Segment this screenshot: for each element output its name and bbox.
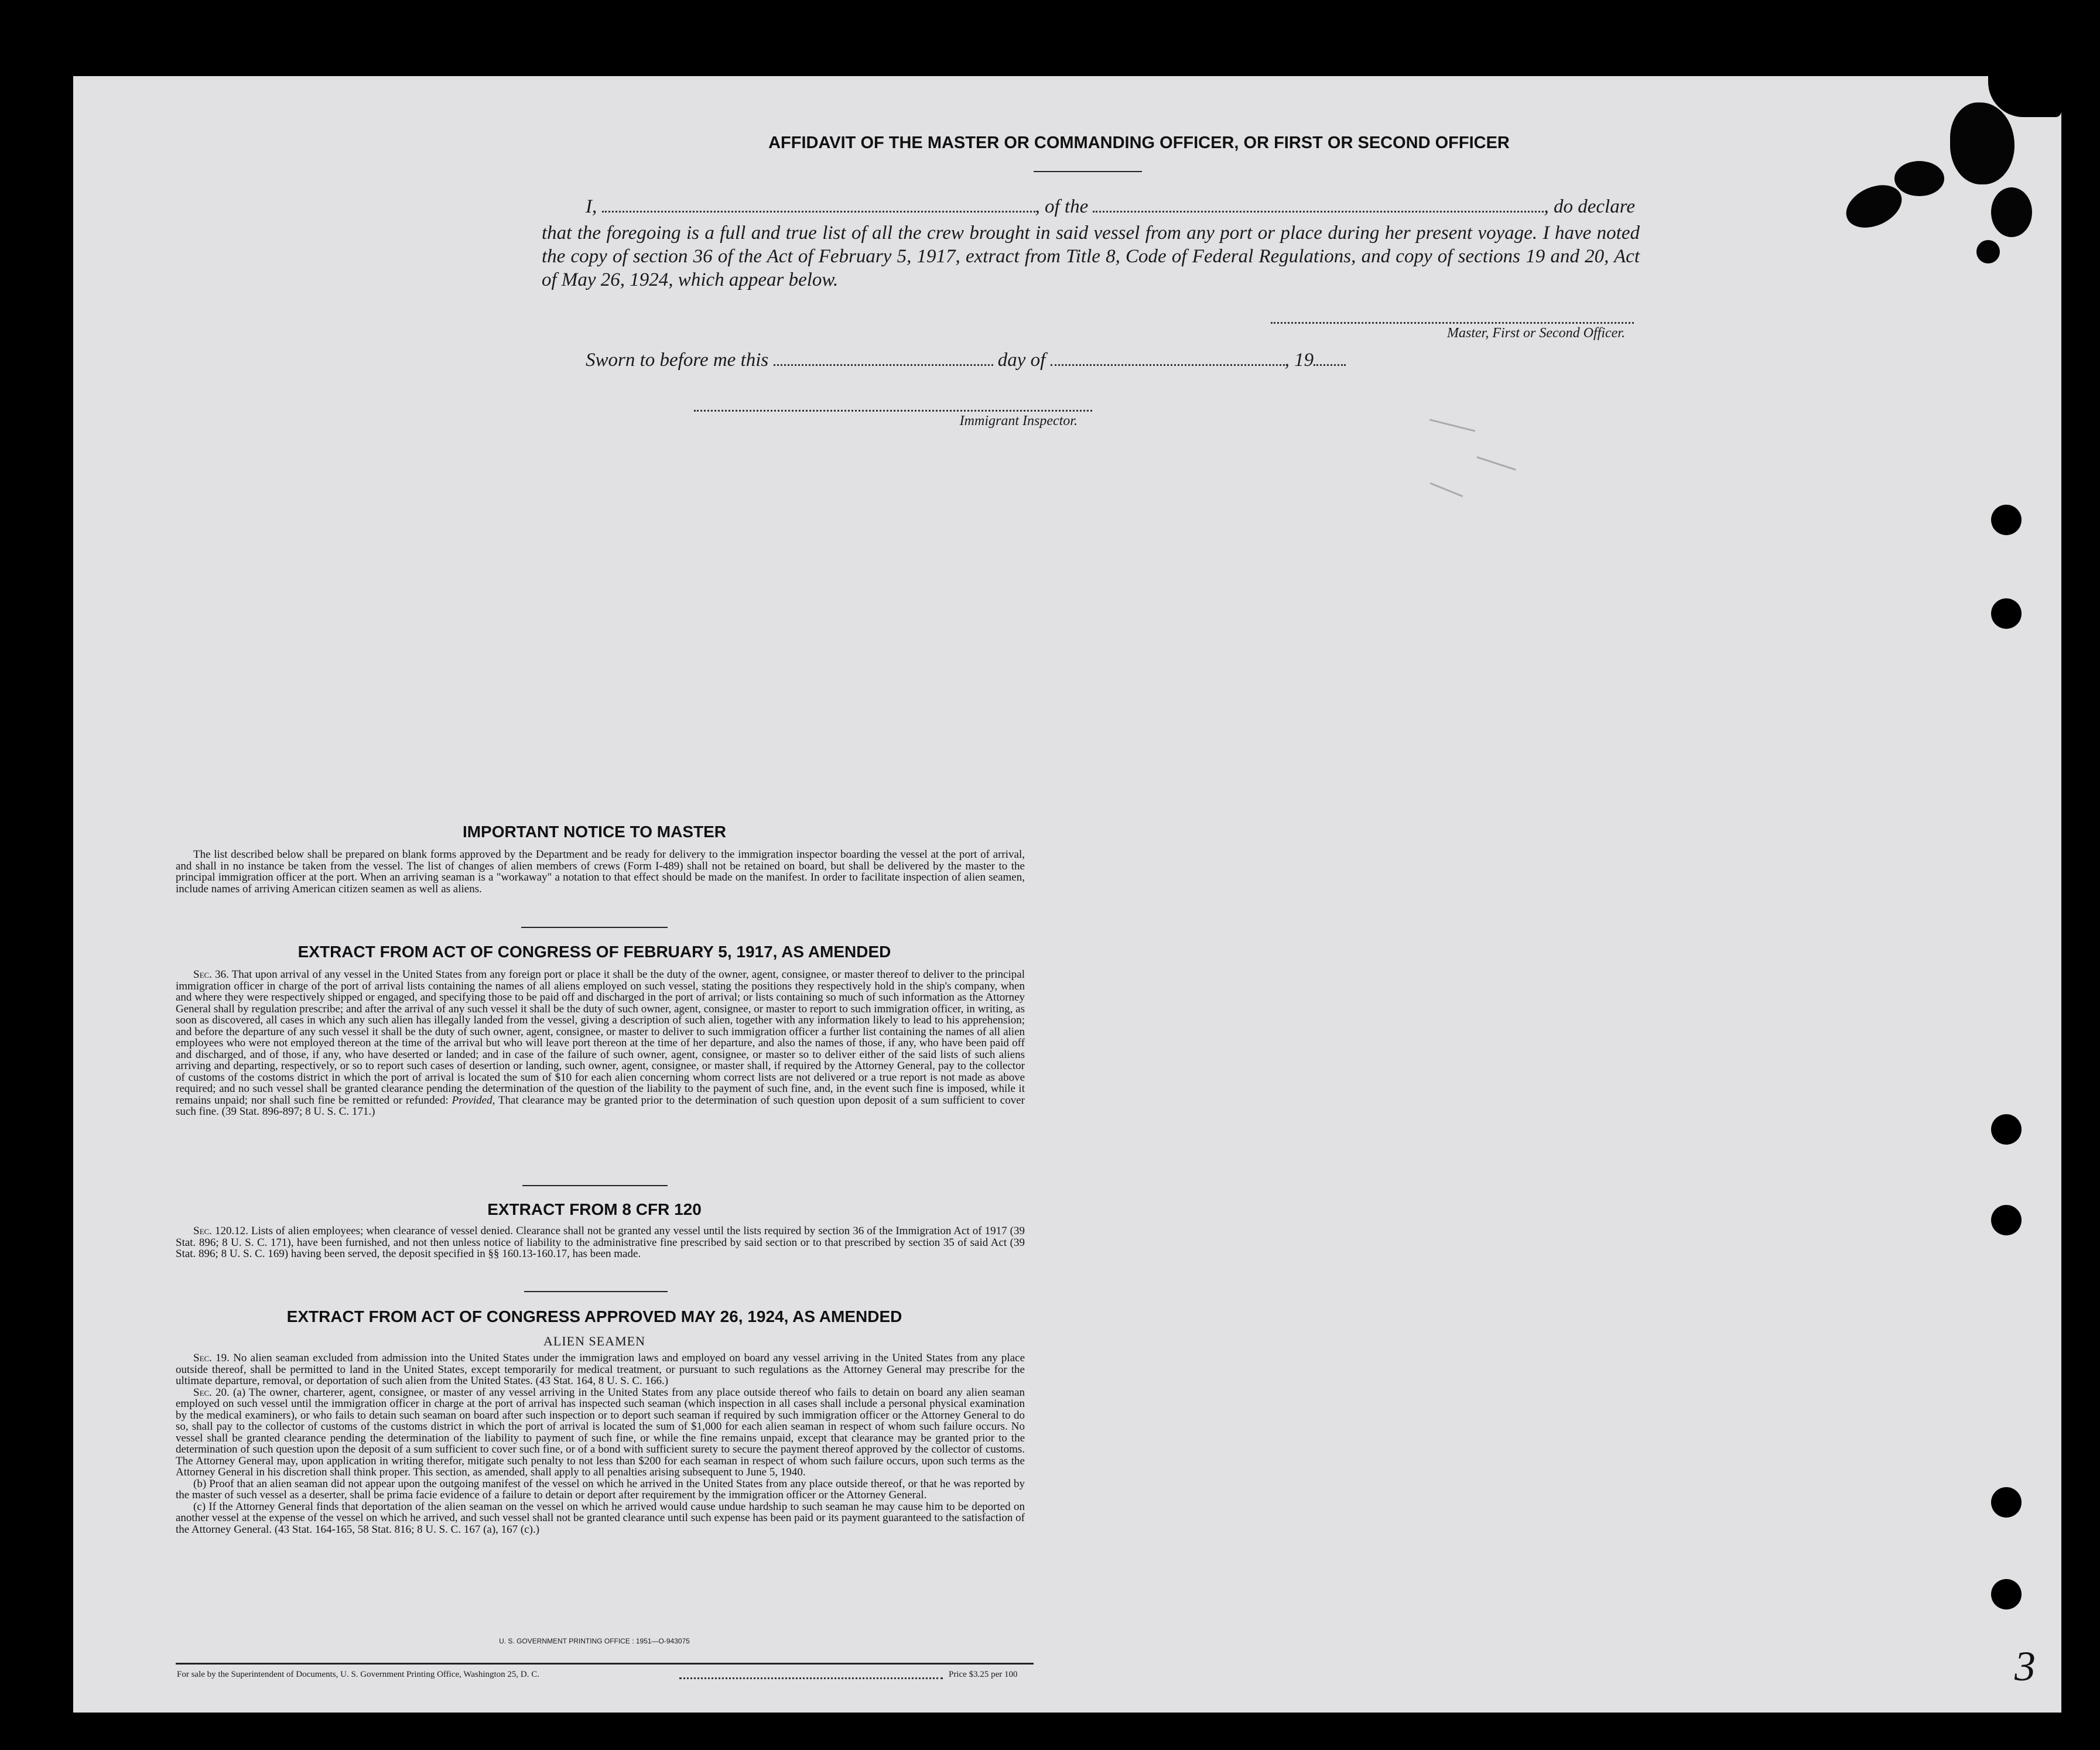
notice-text-content: The list described below shall be prepared on blank forms approved by the Department and be ready for delivery to the immigration inspector boarding the vessel at the port of arrival, and shall in no instance be taken from the vessel. The list of changes of alien members of crews (Form I-489) shall not be retained on board, but shall be delivered by the master to the principal immigration officer at the port. When an arriving seaman is a "workaway" a notation to that effect should be made on the manifest. In order to facilitate inspection of alien seamen, include names of arriving American citizen seamen as well as aliens.: [176, 848, 1025, 895]
binder-hole: [1991, 1114, 2022, 1145]
notice-title: IMPORTANT NOTICE TO MASTER: [462, 823, 727, 841]
binder-hole: [1991, 505, 2022, 535]
footer-rule: [176, 1663, 1034, 1665]
title-underline: [1034, 171, 1142, 172]
ink-blot: [1991, 187, 2032, 237]
binder-hole: [1991, 1579, 2022, 1609]
binder-hole: [1991, 598, 2022, 629]
divider: [521, 927, 668, 928]
sworn-label: Sworn to before me this: [586, 350, 769, 371]
divider: [524, 1291, 668, 1292]
ink-blot: [1976, 240, 2000, 263]
day-of-label: day of: [997, 350, 1046, 371]
master-signature-line[interactable]: [1271, 322, 1634, 324]
alien-seamen-subtitle: ALIEN SEAMEN: [543, 1334, 645, 1348]
inspector-signature-line[interactable]: [694, 410, 1092, 412]
sale-notice: For sale by the Superintendent of Documents, U. S. Government Printing Office, Washington 25, D. C.: [177, 1670, 539, 1679]
ink-blot: [1950, 102, 2015, 184]
sec-20a-paragraph: [176, 1387, 1025, 1478]
declarant-line: [586, 196, 1640, 218]
sec-20c-paragraph: (c) If the Attorney General finds that deportation of the alien seaman on the vessel on which he arrived would cause undue hardship to such seaman he may cause him to be deported on another vessel at the expense of the vessel on which he arrived, and such vessel shall not be granted clearance until such expense has been paid or its payment guaranteed to the satisfaction of the Attorney General. (43 Stat. 164-165, 58 Stat. 816; 8 U. S. C. 167 (a), 167 (c).): [176, 1500, 1025, 1536]
sec-20-label: Sec. 20.: [193, 1386, 230, 1399]
sec-36-text: That upon arrival of any vessel in the United States from any foreign port or place it shall be the duty of the owner, agent, consignee, or master thereof to deliver to the principal immigration officer in charge of the port of arrival lists containing the names of all aliens employed on such vessel, stating the positions they respectively hold in the ship's company, when and where they were respectively shipped or engaged, and specifying those to be paid off and discharged in the port of arrival; or lists containing so much of such information as the Attorney General shall by regulation prescribe; and after the arrival of any such vessel it shall be the duty of such owner, agent, consignee, or master to report to such immigration officer, in writing, as soon as discovered, all cases in which any such alien has illegally landed from the vessel, giving a description of such alien, together with any information likely to lead to his apprehension; and before the departure of any such vessel it shall be the duty of such owner, agent, consignee, or master to deliver to such immigration officer a further list containing the names of all alien employees who were not employed thereon at the time of the arrival but who will leave port thereon at the time of her departure, and also the names of those, if any, who have been paid off and discharged, and of those, if any, who have deserted or landed; and in case of the failure of such owner, agent, consignee, or master so to deliver either of the said lists of such aliens arriving and departing, respectively, or so to report such cases of desertion or landing, such owner, agent, consignee, or master shall, if required by the Attorney General, pay to the collector of customs of the costoms district in which the port of arrival is located the sum of $10 for each alien concerning whom correct lists are not delivered or a true report is not made as above required; and no such vessel shall be granted clearance pending the determination of the question of the liability to the payment of such fine, and, in the event such fine is imposed, while it remains unpaid; nor shall such fine be remitted or refunded:: [176, 968, 1025, 1107]
price: Price $3.25 per 100: [949, 1670, 1018, 1679]
year-label: , 19: [1284, 350, 1314, 371]
affidavit-title: AFFIDAVIT OF THE MASTER OR COMMANDING OFFICER, OR FIRST OR SECOND OFFICER: [768, 133, 1510, 152]
sec-19-paragraph: [176, 1352, 1025, 1387]
sec-120-text: Lists of alien employees; when clearance of vessel denied. Clearance shall not be granted any vessel until the lists required by section 36 of the Immigration Act of 1917 (39 Stat. 896; 8 U. S. C. 171), have been furnished, and not then unless notice of liability to the administrative fine prescribed by said section or to that prescribed by section 35 of said Act (39 Stat. 896; 8 U. S. C. 169) having been served, the deposit specified in §§ 160.13-160.17, has been made.: [176, 1225, 1025, 1260]
ink-blot: [1894, 161, 1944, 196]
provided-label: Provided,: [452, 1094, 495, 1107]
sec-20a-text: (a) The owner, charterer, agent, consignee, or master of any vessel arriving in the United States from any place outside thereof who fails to detain on board any alien seaman employed on such vessel until the immigration officer in charge at the port of arrival has inspected such seaman (which inspection in all cases shall include a personal physical examination by the medical examiners), or who fails to detain such seaman on board after such inspection or to deport such seaman if required by such immigration officer or the Attorney General to do so, shall pay to the collector of customs of the customs district in which the port of arrival is located the sum of $1,000 for each alien seaman in respect of whom such failure occurs. No vessel shall be granted clearance pending the determination of the liability to payment of such fine, or while the fine remains unpaid, except that clearance may be granted prior to the determination of such question upon the deposit of a sum sufficient to cover such fine, or of a bond with sufficient surety to secure the payment thereof approved by the collector of customs. The Attorney General may, upon application in writing therefor, mitigate such penalty to not less than $200 for each seaman in respect of whom such failure occurs, upon such terms as the Attorney General in his discretion shall think proper. This section, as amended, shall apply to all penalties arising subsequent to June 5, 1940.: [176, 1386, 1025, 1478]
sworn-day-field[interactable]: [774, 364, 993, 366]
sworn-month-field[interactable]: [1051, 364, 1285, 366]
binder-hole: [1991, 1205, 2022, 1235]
extract-cfr-title: EXTRACT FROM 8 CFR 120: [487, 1200, 702, 1218]
notice-text: [176, 849, 1025, 895]
master-signature-label: Master, First or Second Officer.: [1447, 326, 1625, 341]
sec-19-label: Sec. 19.: [193, 1352, 230, 1364]
sec-19-text: No alien seaman excluded from admission into the United States under the immigration laws and employed on board any vessel arriving in the United States from any place outside thereof, shall be permitted to land in the United States, except temporarily for medical treatment, or pursuant to such regulations as the Attorney General may prescribe for the ultimate departure, removal, or deportation of such alien from the United States. (43 Stat. 164, 8 U. S. C. 166.): [176, 1352, 1025, 1387]
sale-dots: [679, 1677, 943, 1679]
sec-120-label: Sec. 120.12.: [193, 1225, 248, 1237]
inspector-signature-label: Immigrant Inspector.: [959, 413, 1078, 429]
sec-36-text-end: That clearance may be granted prior to the determination of such question upon deposit of a sum sufficient to cover such fine. (39 Stat. 896-897; 8 U. S. C. 171.): [176, 1094, 1025, 1118]
vessel-name-field[interactable]: [1093, 210, 1544, 213]
sec-20b-paragraph: (b) Proof that an alien seaman did not appear upon the outgoing manifest of the vessel on which he arrived in the United States from any place outside thereof, or that he was reported by the master of such vessel as a deserter, shall be prima facie evidence of a failure to detain or deport after requirement by the immigration officer or the Attorney General.: [176, 1477, 1025, 1501]
extract-cfr-text: [176, 1225, 1025, 1260]
affidavit-body: that the foregoing is a full and true list of all the crew brought in said vessel from any port or place during her present voyage. I have noted the copy of section 36 of the Act of February 5, 1917, extract from Title 8, Code of Federal Regulations, and copy of sections 19 and 20, Act of May 26, 1924, which appear below.: [542, 222, 1640, 290]
gpo-imprint: U. S. GOVERNMENT PRINTING OFFICE : 1951—O-943075: [499, 1637, 690, 1645]
sworn-line: [586, 350, 1405, 371]
declarant-name-field[interactable]: [602, 210, 1035, 213]
divider: [522, 1185, 668, 1186]
extract-1924-text: [176, 1352, 1025, 1535]
sworn-year-field[interactable]: [1314, 364, 1346, 366]
extract-1924-title: EXTRACT FROM ACT OF CONGRESS APPROVED MAY 26, 1924, AS AMENDED: [286, 1307, 902, 1326]
extract-1917-title: EXTRACT FROM ACT OF CONGRESS OF FEBRUARY 5, 1917, AS AMENDED: [297, 943, 891, 961]
sec-36-label: Sec. 36.: [193, 968, 229, 981]
declarant-i: I,: [586, 196, 597, 217]
extract-1917-text: [176, 969, 1025, 1118]
of-the-label: , of the: [1035, 196, 1089, 217]
page-number: 3: [2015, 1643, 2036, 1690]
binder-hole: [1991, 1487, 2022, 1518]
do-declare-label: , do declare: [1544, 196, 1635, 217]
